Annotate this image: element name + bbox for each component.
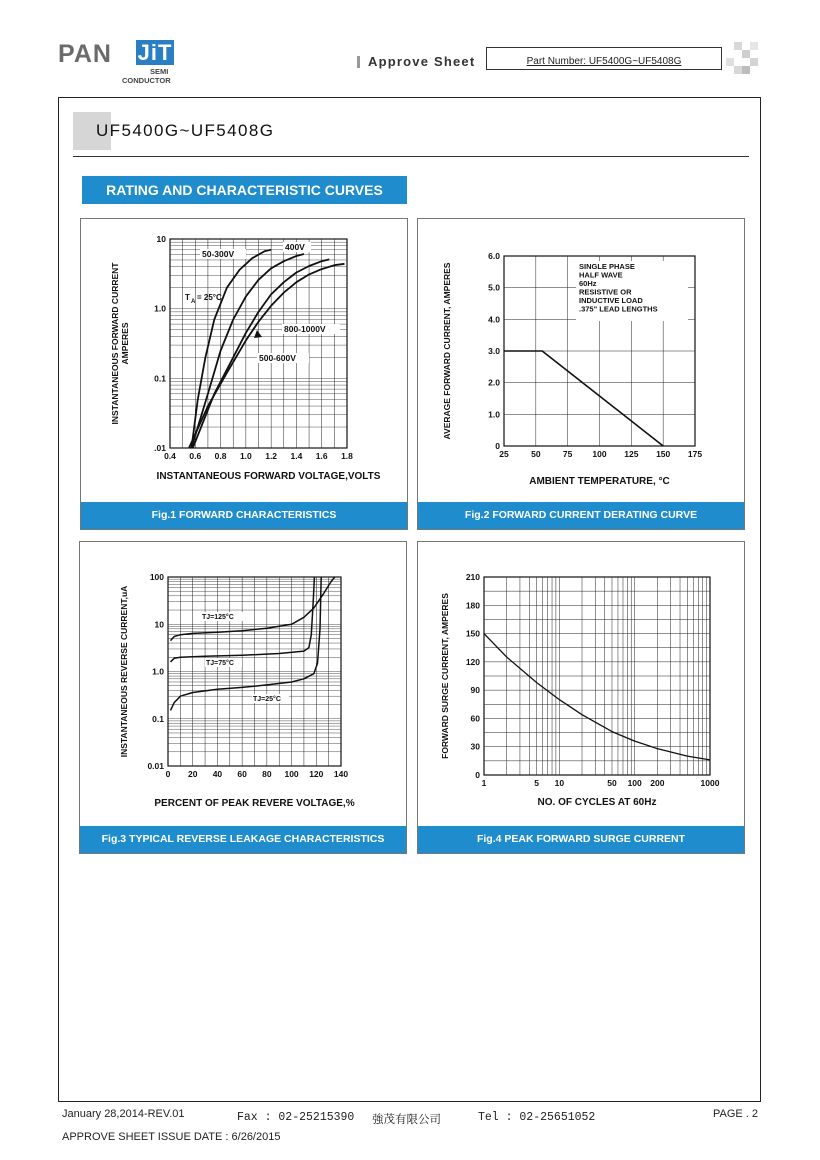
x-tick-label: 0 xyxy=(165,769,171,779)
y-tick-label: 90 xyxy=(470,685,480,696)
y-tick-label: 5.0 xyxy=(488,282,500,293)
x-tick-label: 100 xyxy=(592,449,607,459)
fig2-panel xyxy=(417,218,745,530)
y-tick-label: 10 xyxy=(156,234,166,244)
y-tick-label: 1.0 xyxy=(488,409,500,420)
x-tick-label: 75 xyxy=(562,449,573,459)
series-label-4: 500-600V xyxy=(259,353,296,363)
y-tick-label: 1.0 xyxy=(154,303,166,314)
note-line-5: INDUCTIVE LOAD xyxy=(579,296,643,305)
note-line-4: RESISTIVE OR xyxy=(579,287,632,297)
x-tick-label: 10 xyxy=(554,778,565,788)
fig3-chart xyxy=(80,542,406,825)
footer-fax: Fax : 02-25215390 xyxy=(237,1111,355,1124)
series-label-2: 400V xyxy=(285,242,305,252)
fig3-caption: Fig.3 TYPICAL REVERSE LEAKAGE CHARACTERISTICS xyxy=(80,826,406,853)
x-tick-label: 0.4 xyxy=(164,451,176,461)
corner-checker-decoration xyxy=(722,40,762,80)
page-title: UF5400G~UF5408G xyxy=(96,121,275,140)
footer-company: 強茂有限公司 xyxy=(372,1114,441,1127)
note-line-2: HALF WAVE xyxy=(579,270,623,280)
fig1-chart xyxy=(81,219,407,501)
y-tick-label: 60 xyxy=(470,713,480,724)
fig4-panel xyxy=(417,541,745,854)
x-tick-label: 1 xyxy=(481,778,487,788)
footer-page: PAGE . 2 xyxy=(713,1108,759,1120)
x-tick-label: 175 xyxy=(687,449,703,459)
y-tick-label: 120 xyxy=(465,656,480,667)
x-tick-label: 5 xyxy=(534,778,540,788)
series-label-1: 50-300V xyxy=(202,249,235,259)
x-axis-label: NO. OF CYCLES AT 60Hz xyxy=(537,797,657,808)
fig4-caption: Fig.4 PEAK FORWARD SURGE CURRENT xyxy=(418,826,744,853)
y-tick-label: 10 xyxy=(154,619,164,630)
part-number-box xyxy=(486,47,722,70)
y-tick-label: 6.0 xyxy=(488,251,500,261)
x-tick-label: 1.4 xyxy=(290,451,303,461)
fig1-panel xyxy=(80,218,408,530)
note-line-6: .375" LEAD LENGTHS xyxy=(579,304,658,314)
x-tick-label: 125 xyxy=(624,449,639,459)
y-tick-label: .01 xyxy=(154,443,166,453)
y-tick-label: 0.01 xyxy=(147,761,164,771)
note-line-1: SINGLE PHASE xyxy=(579,262,635,271)
y-tick-label: 4.0 xyxy=(488,314,500,325)
x-tick-label: 20 xyxy=(187,769,198,779)
x-tick-label: 1.8 xyxy=(341,451,353,461)
series-label-1: TJ=125°C xyxy=(202,614,234,621)
logo-semi-text: SEMI xyxy=(150,67,169,76)
fig2-chart xyxy=(418,219,744,501)
y-axis-label: INSTANTANEOUS REVERSE CURRENT,uA xyxy=(119,585,129,758)
x-tick-label: 25 xyxy=(499,449,509,459)
y-axis-label: AVERAGE FORWARD CURRENT, AMPERES xyxy=(442,262,452,440)
part-number: Part Number: UF5400G~UF5408G xyxy=(526,56,682,67)
series-label-3: TJ=25°C xyxy=(253,696,281,703)
x-tick-label: 200 xyxy=(650,778,665,788)
y-tick-label: 0 xyxy=(495,441,500,451)
fig4-chart xyxy=(418,542,744,825)
x-tick-label: 0.6 xyxy=(189,451,202,461)
x-axis-label: AMBIENT TEMPERATURE, °C xyxy=(529,476,670,487)
x-tick-label: 40 xyxy=(212,769,223,779)
y-axis-label: INSTANTANEOUS FORWARD CURRENT xyxy=(110,262,120,425)
y-tick-label: 180 xyxy=(465,600,480,611)
x-tick-label: 140 xyxy=(333,769,349,779)
fig2-caption: Fig.2 FORWARD CURRENT DERATING CURVE xyxy=(418,502,744,529)
fig1-caption: Fig.1 FORWARD CHARACTERISTICS xyxy=(81,502,407,529)
y-tick-label: 210 xyxy=(465,572,480,582)
footer-tel: Tel : 02-25651052 xyxy=(478,1111,596,1124)
series-label-3: 800-1000V xyxy=(284,324,326,334)
x-axis-label: INSTANTANEOUS FORWARD VOLTAGE,VOLTS xyxy=(156,471,381,482)
y-tick-label: 30 xyxy=(470,741,480,752)
x-tick-label: 1.2 xyxy=(265,451,278,461)
logo-pan-text: PAN xyxy=(58,40,112,68)
x-tick-label: 100 xyxy=(627,778,642,788)
logo-conductor-text: CONDUCTOR xyxy=(122,76,171,85)
y-tick-label: 100 xyxy=(149,572,164,582)
y-tick-label: 2.0 xyxy=(488,377,500,388)
title-divider xyxy=(73,156,749,157)
y-tick-label: 1.0 xyxy=(152,666,164,677)
approve-sheet-label: Approve Sheet xyxy=(368,54,476,69)
temp-annotation-sub: A xyxy=(191,299,196,305)
temp-annotation-t: T xyxy=(185,293,190,302)
y-tick-label: 0.1 xyxy=(152,713,164,724)
x-tick-label: 0.8 xyxy=(214,451,227,461)
x-tick-label: 1.0 xyxy=(239,451,252,461)
y-axis-label-2: AMPERES xyxy=(120,322,130,365)
note-line-3: 60Hz xyxy=(579,279,597,288)
approve-marker xyxy=(357,56,360,68)
y-tick-label: 0.1 xyxy=(154,373,166,384)
x-tick-label: 100 xyxy=(284,769,299,779)
y-tick-label: 3.0 xyxy=(488,346,500,356)
x-tick-label: 1000 xyxy=(700,778,720,788)
x-tick-label: 50 xyxy=(531,449,541,459)
y-tick-label: 0 xyxy=(475,770,480,780)
y-axis-label: FORWARD SURGE CURRENT, AMPERES xyxy=(440,593,450,759)
fig3-panel xyxy=(79,541,407,854)
x-tick-label: 80 xyxy=(262,769,272,779)
x-tick-label: 120 xyxy=(309,769,324,779)
x-axis-label: PERCENT OF PEAK REVERE VOLTAGE,% xyxy=(154,798,355,809)
x-tick-label: 60 xyxy=(237,769,247,779)
footer-date-rev: January 28,2014-REV.01 xyxy=(62,1108,185,1120)
section-banner: RATING AND CHARACTERISTIC CURVES xyxy=(82,176,407,204)
series-label-2: TJ=75°C xyxy=(206,660,234,667)
x-tick-label: 1.6 xyxy=(315,451,328,461)
x-tick-label: 50 xyxy=(607,778,617,788)
footer-issue-date: APPROVE SHEET ISSUE DATE : 6/26/2015 xyxy=(62,1131,281,1143)
temp-annotation-value: = 25°C xyxy=(197,293,222,302)
y-tick-label: 150 xyxy=(465,628,480,639)
logo-jit-text: JiT xyxy=(137,40,173,65)
x-tick-label: 150 xyxy=(656,449,671,459)
